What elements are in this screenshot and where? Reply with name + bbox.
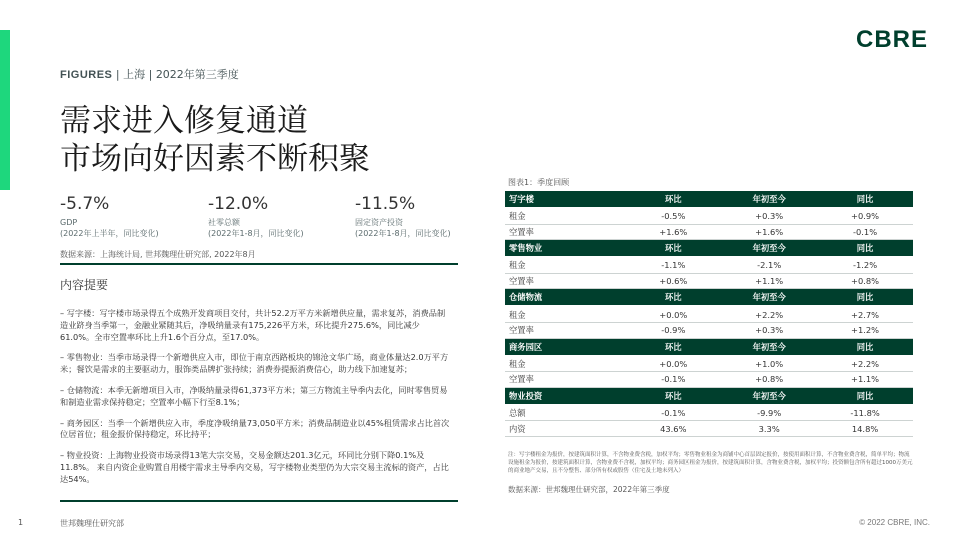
row-label: 租金	[505, 356, 625, 372]
report-header: FIGURES | 上海 | 2022年第三季度	[60, 68, 239, 81]
stat-label: 社零总额 (2022年1-8月，同比变化)	[208, 218, 304, 238]
stat-retail-sales	[208, 194, 348, 239]
table-cell: -1.1%	[625, 257, 721, 273]
column-header: 同比	[817, 338, 913, 356]
stat-value: -11.5%	[355, 194, 416, 214]
stats-source: 数据来源：上海统计局, 世邦魏理仕研究部, 2022年8月	[60, 250, 256, 259]
table-cell: +1.6%	[625, 224, 721, 240]
table-row	[505, 405, 913, 421]
table-cell: 3.3%	[721, 421, 817, 437]
table-cell: -11.8%	[817, 405, 913, 421]
section-name: 物业投资	[505, 387, 625, 405]
page-title	[60, 102, 370, 178]
table-cell: -9.9%	[721, 405, 817, 421]
column-header: 环比	[625, 289, 721, 307]
copyright: © 2022 CBRE, INC.	[859, 518, 930, 527]
table-section-header	[505, 289, 913, 307]
location-label: 上海	[123, 68, 146, 81]
stat-value: -12.0%	[208, 194, 269, 214]
table-cell: +0.9%	[817, 208, 913, 224]
row-label: 空置率	[505, 322, 625, 338]
stat-value: -5.7%	[60, 194, 110, 214]
table-cell: -2.1%	[721, 257, 817, 273]
summary-title: 内容提要	[60, 278, 109, 292]
period-label: 2022年第三季度	[155, 68, 239, 81]
row-label: 租金	[505, 257, 625, 273]
column-header: 年初至今	[721, 338, 817, 356]
table-row	[505, 257, 913, 273]
stat-gdp	[60, 194, 200, 239]
footer-org: 世邦魏理仕研究部	[60, 519, 124, 528]
table-cell: +0.8%	[721, 372, 817, 388]
table-cell: -0.5%	[625, 208, 721, 224]
divider	[60, 500, 458, 502]
table-row	[505, 421, 913, 437]
table-cell: +1.6%	[721, 224, 817, 240]
row-label: 租金	[505, 208, 625, 224]
column-header: 年初至今	[721, 240, 817, 258]
column-header: 年初至今	[721, 289, 817, 307]
table-cell: +0.8%	[817, 273, 913, 289]
column-header: 年初至今	[721, 191, 817, 208]
stat-label: GDP (2022年上半年，同比变化)	[60, 218, 159, 238]
table-cell: +2.2%	[817, 356, 913, 372]
section-name: 商务园区	[505, 338, 625, 356]
row-label: 空置率	[505, 273, 625, 289]
table-cell: +0.0%	[625, 356, 721, 372]
table-cell: +1.2%	[817, 322, 913, 338]
table-row	[505, 273, 913, 289]
column-header: 环比	[625, 240, 721, 258]
summary-item-business-park: – 商务园区：当季一个新增供应入市，季度净吸纳量73,050平方米；消费品制造业以45%租赁需求占比首次位居首位；租金报价保持稳定，环比持平；	[60, 417, 450, 440]
column-header: 环比	[625, 387, 721, 405]
table-cell: +0.3%	[721, 208, 817, 224]
table-cell: -0.1%	[625, 372, 721, 388]
stat-label: 固定资产投资 (2022年1-8月，同比变化)	[355, 218, 451, 238]
page-number: 1	[18, 518, 24, 527]
table-row	[505, 356, 913, 372]
section-name: 零售物业	[505, 240, 625, 258]
stat-fixed-investment	[355, 194, 495, 239]
column-header: 年初至今	[721, 387, 817, 405]
accent-bar	[0, 30, 10, 190]
row-label: 空置率	[505, 224, 625, 240]
table-cell: +1.1%	[721, 273, 817, 289]
title-line-1: 需求进入修复通道	[60, 103, 308, 139]
table-row	[505, 306, 913, 322]
column-header: 同比	[817, 191, 913, 208]
table-source: 数据来源：世邦魏理仕研究部，2022年第三季度	[508, 485, 670, 494]
figures-label: FIGURES	[60, 69, 113, 81]
table-row	[505, 372, 913, 388]
table-row	[505, 208, 913, 224]
quarterly-review-table	[505, 191, 913, 437]
table-row	[505, 322, 913, 338]
table-cell: +2.7%	[817, 306, 913, 322]
table-section-header	[505, 338, 913, 356]
column-header: 同比	[817, 289, 913, 307]
table-section-header	[505, 387, 913, 405]
section-name: 仓储物流	[505, 289, 625, 307]
table-cell: 43.6%	[625, 421, 721, 437]
summary-item-investment: – 物业投资：上海物业投资市场录得13笔大宗交易，交易金额达201.3亿元，环同比分别下降0.1%及11.8%。 来自内资企业购置自用楼宇需求主导季内交易，写字楼物业类型仍为大宗交易主流标的资产，占比达54%。	[60, 450, 449, 484]
summary-list	[60, 308, 452, 495]
table-cell: 14.8%	[817, 421, 913, 437]
table-cell: +2.2%	[721, 306, 817, 322]
row-label: 内资	[505, 421, 625, 437]
cbre-logo: CBRE	[855, 26, 928, 53]
column-header: 环比	[625, 191, 721, 208]
table-cell: +0.6%	[625, 273, 721, 289]
summary-item-logistics: – 仓储物流：本季无新增项目入市，净吸纳量录得61,373平方米；第三方物流主导季内去化，同时零售贸易和制造业需求保持稳定；空置率小幅下行至8.1%；	[60, 384, 448, 407]
table-cell: -1.2%	[817, 257, 913, 273]
column-header: 环比	[625, 338, 721, 356]
title-line-2: 市场向好因素不断积聚	[60, 141, 370, 177]
summary-item-office: – 写字楼：写字楼市场录得五个成熟开发商项目交付，共计52.2万平方米新增供应量，需求复苏，消费品制造业跻身当季第一，金融业紧随其后，净吸纳量录有175,226平方米，环比提升275.6%，同比减少61.0%。全市空置率环比上升1.6个百分点，至17.0%。	[60, 308, 446, 342]
table-cell: -0.1%	[625, 405, 721, 421]
table-section-header	[505, 240, 913, 258]
table-cell: +1.0%	[721, 356, 817, 372]
section-name: 写字楼	[505, 191, 625, 208]
row-label: 租金	[505, 306, 625, 322]
column-header: 同比	[817, 240, 913, 258]
table-row	[505, 224, 913, 240]
divider	[60, 263, 458, 265]
summary-item-retail: – 零售物业：当季市场录得一个新增供应入市，即位于南京西路板块的锦沧文华广场，商业体量达2.0万平方米；餐饮是需求的主要驱动力，服饰类品牌扩张持续；消费券提振消费信心，助力线下加速复苏；	[60, 352, 449, 375]
table-cell: +0.3%	[721, 322, 817, 338]
table-caption: 图表1：季度回顾	[508, 178, 570, 187]
row-label: 总额	[505, 405, 625, 421]
row-label: 空置率	[505, 372, 625, 388]
table-cell: +1.1%	[817, 372, 913, 388]
column-header: 同比	[817, 387, 913, 405]
table-section-header	[505, 191, 913, 208]
key-stats	[60, 194, 460, 244]
table-cell: -0.1%	[817, 224, 913, 240]
table-note: 注：写字楼租金为报价，按建筑面积计算，不含物业费含税，加权平均；零售物业租金为商铺中心首层固定报价，按使用面积计算，不含物业费含税，简单平均；物流设施租金为报价，按建筑面积计算，含物业费不含税，加权平均；商务园区租金为报价，按建筑面积计算，含物业费含税，加权平均；投资额包含所有超过1000万美元的商业地产交易，且不分整售、部分所有权或股售（住宅及土地未列入）	[508, 452, 913, 474]
table-cell: -0.9%	[625, 322, 721, 338]
table-cell: +0.0%	[625, 306, 721, 322]
